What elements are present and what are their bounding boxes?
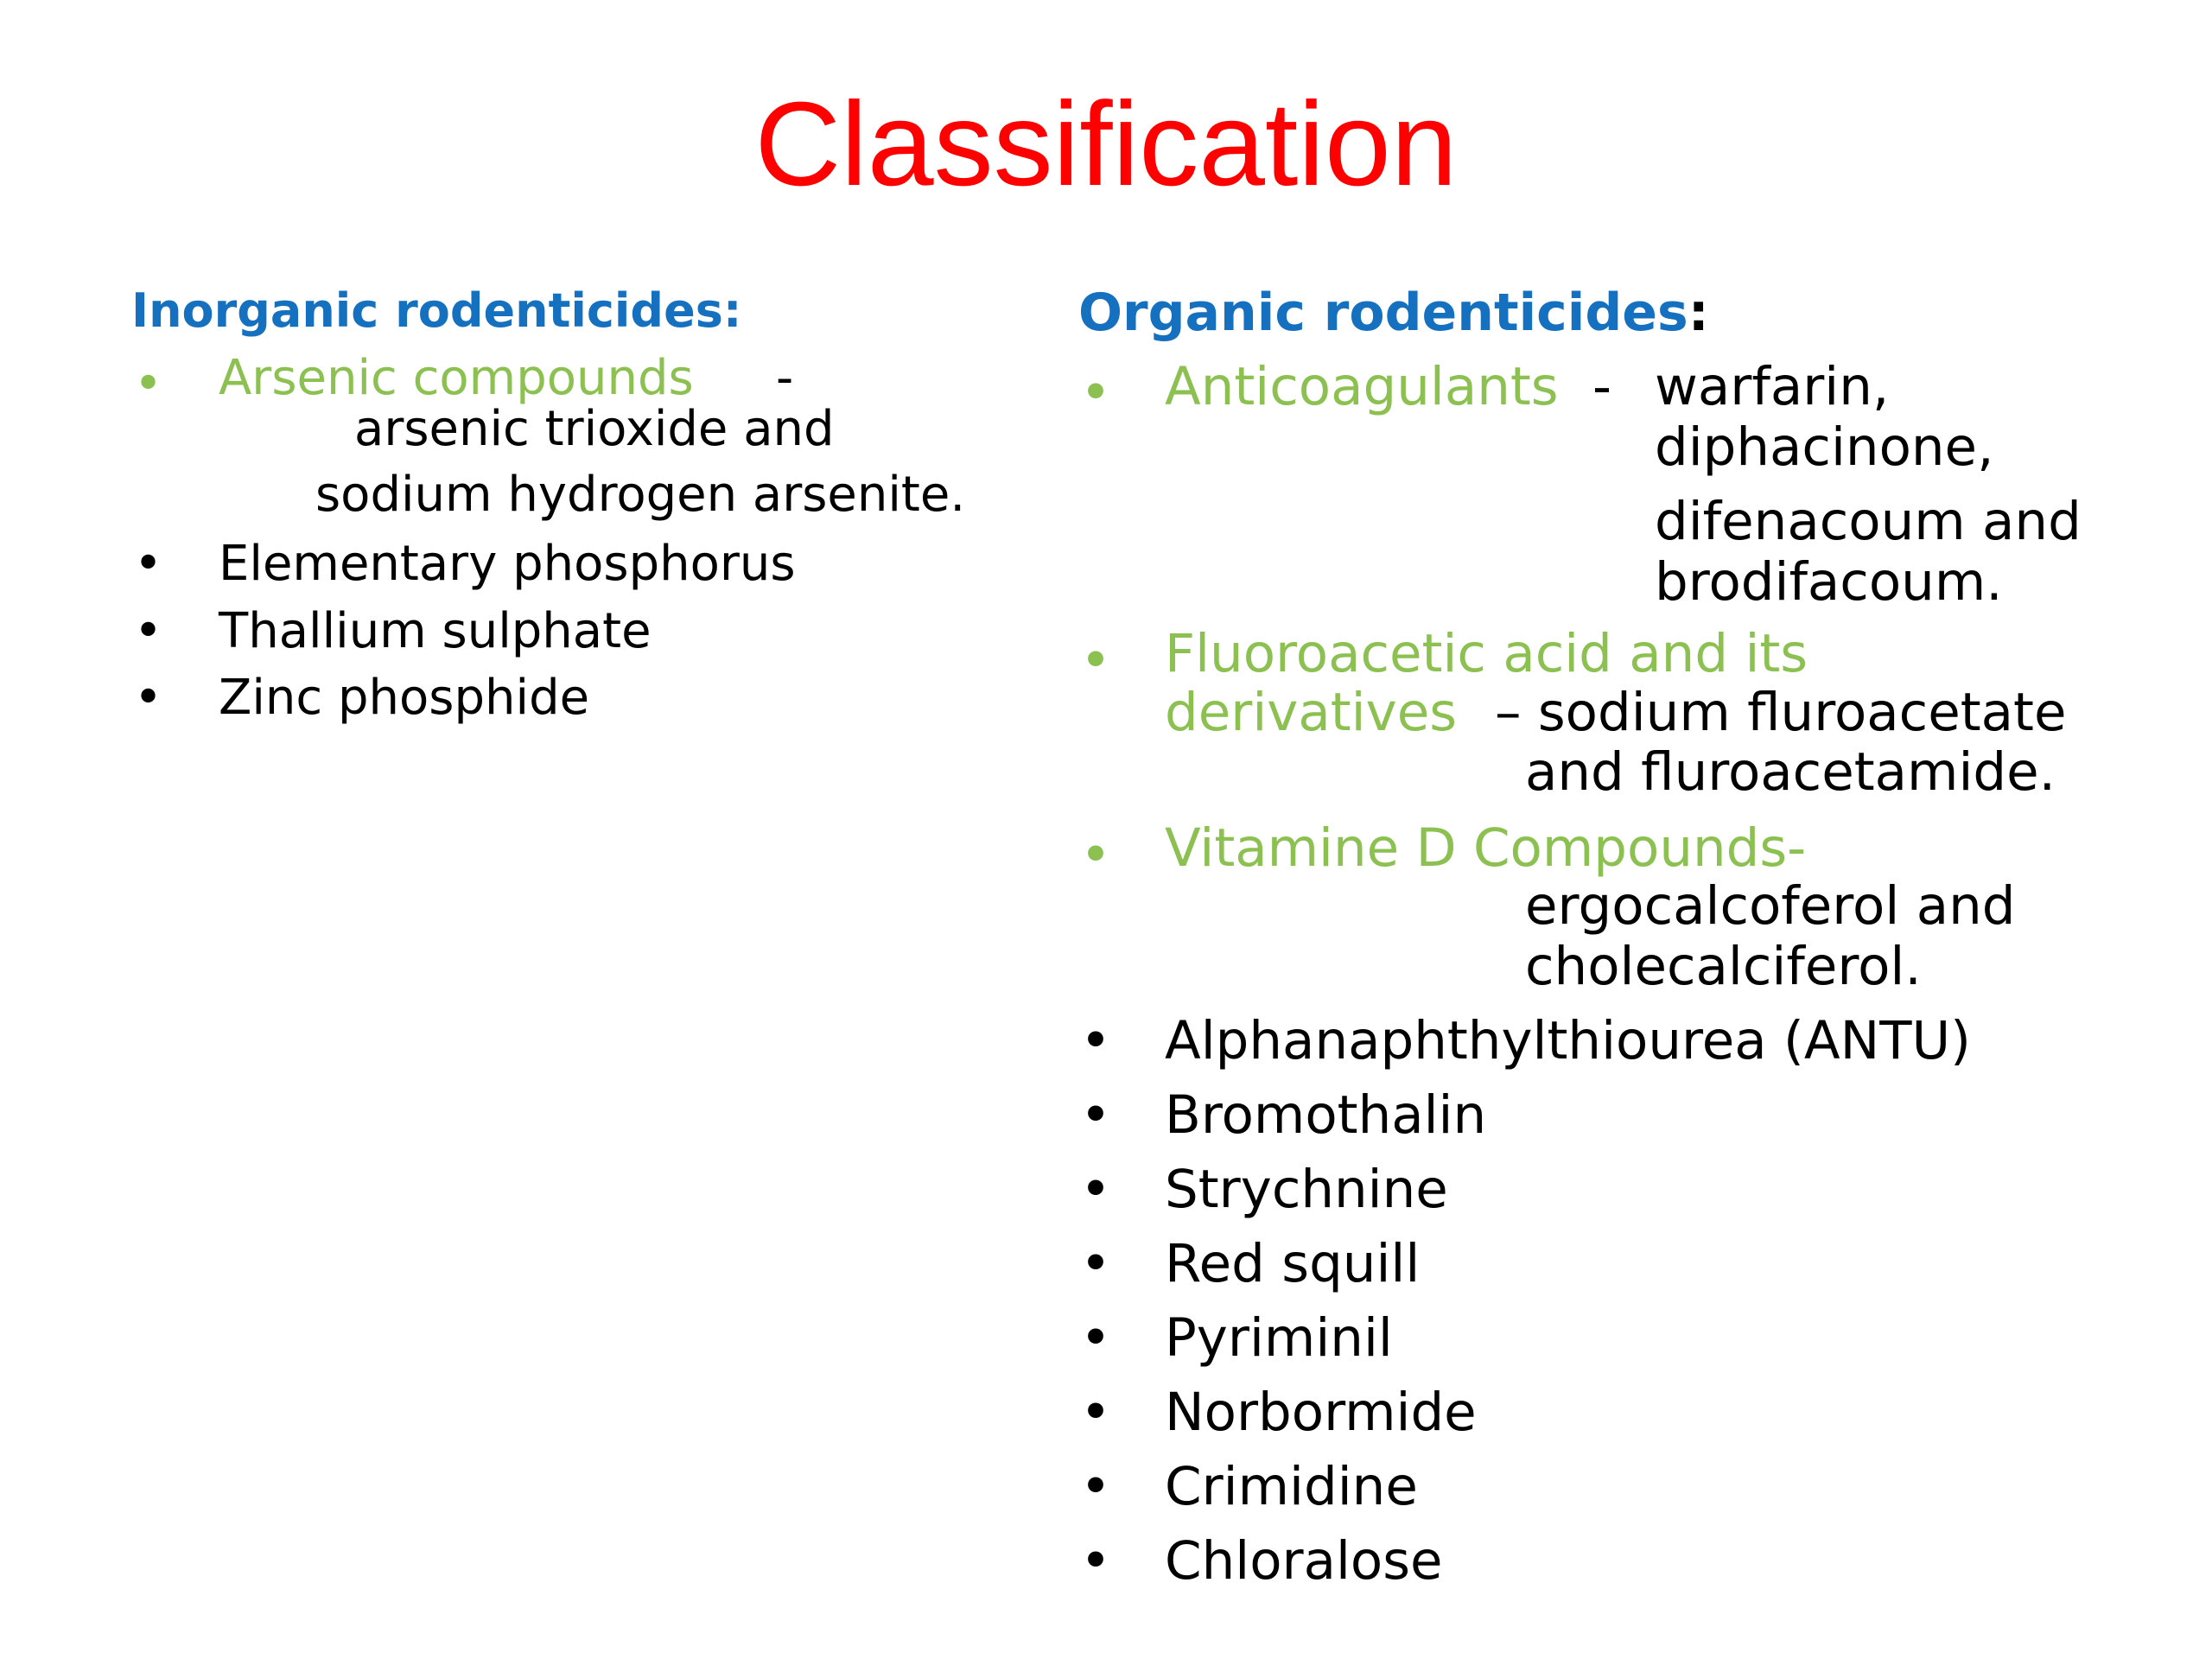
- list-item: Alphanaphthylthiourea (ANTU): [1165, 1010, 1971, 1071]
- arsenic-detail-line2: sodium hydrogen arsenite.: [315, 467, 966, 523]
- anticoagulants-detail-line1: warfarin,: [1655, 356, 1890, 417]
- bullet-icon: •: [1080, 1456, 1111, 1517]
- bullet-icon: •: [1080, 362, 1111, 423]
- bullet-icon: •: [134, 536, 163, 592]
- bullet-icon: •: [134, 356, 163, 412]
- bullet-icon: •: [1080, 1233, 1111, 1294]
- list-item: Thallium sulphate: [219, 603, 652, 659]
- bullet-icon: •: [1080, 1010, 1111, 1071]
- bullet-icon: •: [1080, 824, 1111, 886]
- slide-title: Classification: [754, 78, 1458, 211]
- list-item: Elementary phosphorus: [219, 536, 796, 592]
- list-item: Chloralose: [1165, 1530, 1443, 1592]
- anticoagulants-label: Anticoagulants: [1165, 356, 1559, 417]
- inorganic-heading: Inorganic rodenticides:: [131, 283, 742, 338]
- bullet-icon: •: [134, 603, 163, 659]
- anticoagulants-separator: -: [1592, 356, 1612, 417]
- bullet-icon: •: [1080, 630, 1111, 691]
- anticoagulants-detail-line4: brodifacoum.: [1655, 551, 2003, 613]
- anticoagulants-detail-line2: diphacinone,: [1655, 416, 1994, 478]
- arsenic-separator: -: [776, 350, 794, 406]
- list-item: Strychnine: [1165, 1159, 1448, 1220]
- vitamin-d-detail-line2: cholecalciferol.: [1525, 936, 1922, 997]
- vitamin-d-detail-line1: ergocalcoferol and: [1525, 875, 2016, 937]
- list-item: Bromothalin: [1165, 1084, 1487, 1146]
- fluoroacetic-label-line2: derivatives: [1165, 682, 1458, 743]
- list-item: Zinc phosphide: [219, 670, 590, 726]
- list-item: Norbormide: [1165, 1382, 1477, 1443]
- bullet-icon: •: [1080, 1530, 1111, 1592]
- fluoroacetic-label-line1: Fluoroacetic acid and its: [1165, 623, 1808, 684]
- fluoroacetic-detail-line1: – sodium fluroacetate: [1495, 682, 2067, 743]
- organic-heading: [1078, 280, 1709, 346]
- list-item: Red squill: [1165, 1233, 1421, 1294]
- fluoroacetic-detail-line2: and fluroacetamide.: [1525, 741, 2056, 803]
- organic-heading-text: Organic rodenticides: [1078, 283, 1688, 343]
- bullet-icon: •: [1080, 1307, 1111, 1369]
- anticoagulants-detail-line3: difenacoum and: [1655, 491, 2082, 552]
- bullet-icon: •: [1080, 1084, 1111, 1146]
- vitamin-d-label: Vitamine D Compounds-: [1165, 817, 1807, 879]
- arsenic-detail-line1: arsenic trioxide and: [354, 401, 835, 457]
- list-item: Crimidine: [1165, 1456, 1418, 1517]
- list-item: Pyriminil: [1165, 1307, 1393, 1369]
- bullet-icon: •: [1080, 1159, 1111, 1220]
- arsenic-compounds-label: Arsenic compounds: [219, 350, 694, 406]
- organic-heading-colon: :: [1688, 283, 1709, 343]
- bullet-icon: •: [134, 670, 163, 726]
- bullet-icon: •: [1080, 1382, 1111, 1443]
